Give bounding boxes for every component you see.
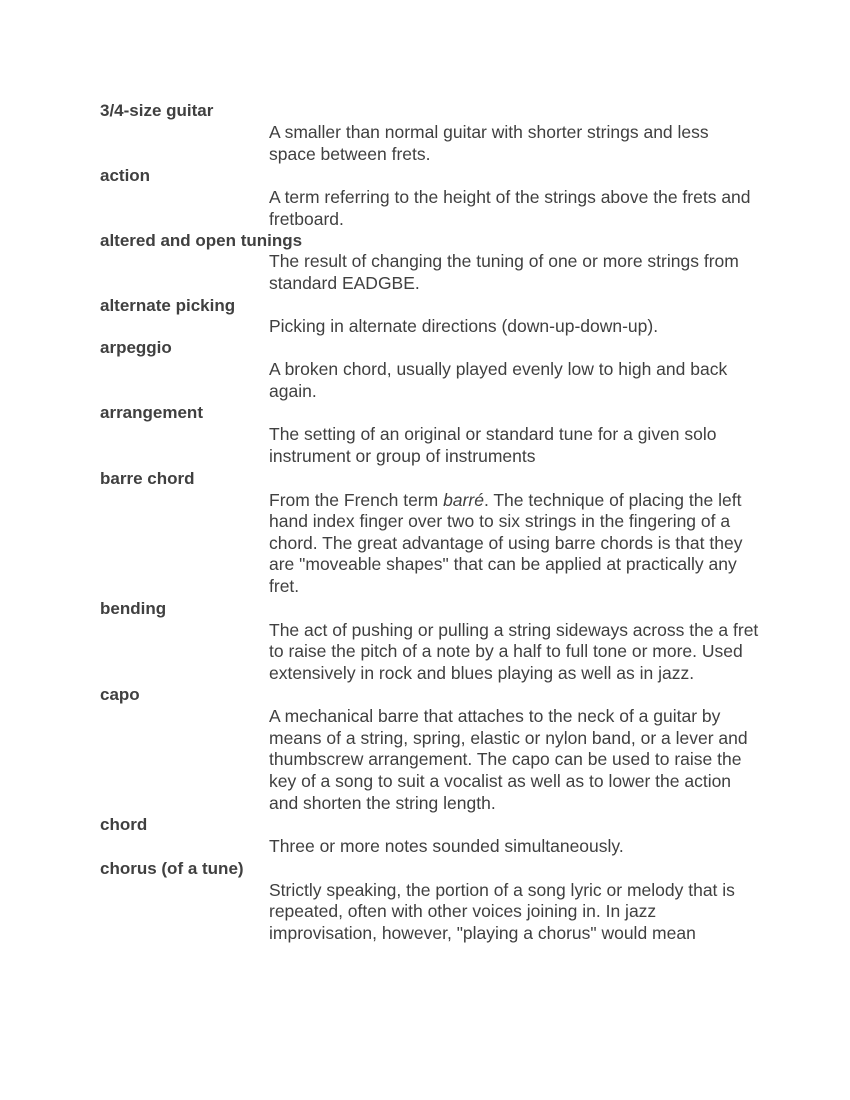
glossary-definition: A term referring to the height of the strings above the frets and fretboard. — [269, 187, 751, 229]
glossary-entry — [100, 337, 760, 402]
glossary-entry — [100, 684, 760, 814]
definition-text: . The technique of placing the left hand index finger over two to six strings in the fingering of a chord. The great advantage of using barre chords is that they are "moveable shapes" that can be applied at practically any fret. — [269, 489, 743, 596]
glossary-definition: A smaller than normal guitar with shorter strings and less space between frets. — [269, 122, 709, 164]
glossary-term: arrangement — [100, 403, 203, 423]
glossary-definition: Three or more notes sounded simultaneously. — [269, 836, 624, 857]
glossary-definition: Picking in alternate directions (down-up-down-up). — [269, 315, 659, 336]
glossary-term: action — [100, 166, 151, 186]
glossary-entry — [100, 858, 760, 945]
glossary-term: barre chord — [100, 468, 195, 488]
glossary-term: altered and open tunings — [100, 231, 303, 251]
definition-text: From the French term — [269, 489, 444, 510]
glossary-term: alternate picking — [100, 295, 236, 315]
definition-italic-term: barré — [443, 489, 484, 510]
glossary-list — [100, 100, 760, 945]
glossary-entry — [100, 468, 760, 598]
glossary-entry — [100, 402, 760, 467]
glossary-entry — [100, 230, 760, 294]
glossary-entry — [100, 165, 760, 230]
glossary-term: chord — [100, 815, 148, 835]
glossary-entry — [100, 814, 760, 858]
glossary-term: capo — [100, 685, 140, 705]
glossary-entry — [100, 100, 760, 165]
glossary-definition: The act of pushing or pulling a string sideways across the a fret to raise the pitch of a note by a half to full tone or more. Used extensively in rock and blues playing as well as in jazz. — [269, 619, 759, 683]
glossary-term: chorus (of a tune) — [100, 858, 244, 878]
glossary-definition: The result of changing the tuning of one or more strings from standard EADGBE. — [269, 251, 739, 293]
glossary-definition: A mechanical barre that attaches to the neck of a guitar by means of a string, spring, elastic or nylon band, or a lever and thumbscrew arrangement. The capo can be used to raise the key of a song to suit a vocalist as well as to lower the action and shorten the string length. — [269, 706, 748, 813]
glossary-entry — [100, 598, 760, 685]
glossary-definition — [269, 490, 759, 598]
glossary-definition: Strictly speaking, the portion of a song lyric or melody that is repeated, often with other voices joining in. In jazz improvisation, however, "playing a chorus" would mean — [269, 879, 735, 944]
glossary-term: 3/4-size guitar — [100, 101, 214, 120]
glossary-term: bending — [100, 598, 167, 618]
glossary-term: arpeggio — [100, 338, 172, 358]
glossary-definition: A broken chord, usually played evenly low to high and back again. — [269, 359, 728, 401]
glossary-entry — [100, 295, 760, 338]
glossary-definition: The setting of an original or standard tune for a given solo instrument or group of instruments — [269, 424, 717, 466]
